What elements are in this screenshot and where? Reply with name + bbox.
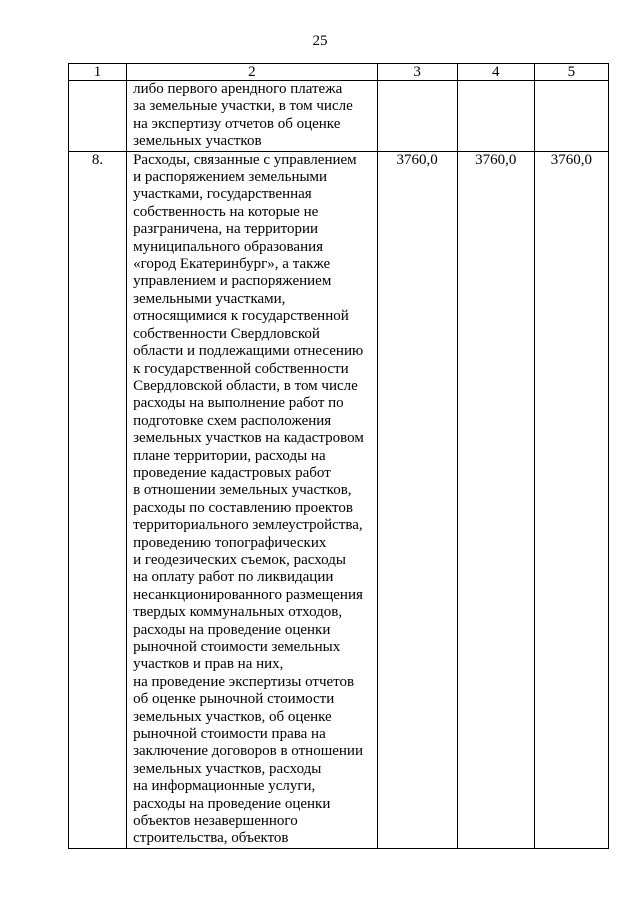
description-line: Расходы, связанные с управлением [133,151,357,168]
description-line: несанкционированного размещения [133,586,363,603]
description-line: за земельные участки, в том числе [133,98,353,115]
value-cell-col3: 3760,0 [377,151,457,848]
description-line: собственности Свердловской [133,325,320,342]
row-number-cell: 8. [69,151,127,848]
description-line: в отношении земельных участков, [133,482,352,499]
header-col-3: 3 [377,64,457,81]
page-number: 25 [312,33,328,49]
description-line: земельных участков [133,133,262,150]
value-cell-col3 [377,81,457,152]
description-cell [127,151,377,848]
description-line: Свердловской области, в том числе [133,377,358,394]
description-line: на проведение экспертизы отчетов [133,673,355,690]
description-line: на оплату работ по ликвидации [133,569,334,586]
description-line: плане территории, расходы на [133,447,326,464]
description-line: земельных участков, об оценке [133,708,332,725]
row-number-cell [69,81,127,152]
value-cell-col5: 3760,0 [534,151,608,848]
description-line: муниципального образования [133,238,324,255]
description-line: рыночной стоимости права на [133,726,326,743]
description-line: участков и прав на них, [133,656,284,673]
value-cell-col4: 3760,0 [457,151,534,848]
description-line: собственность на которые не [133,203,319,220]
description-line: к государственной собственности [133,360,349,377]
description-line: либо первого арендного платежа [133,81,343,97]
description-line: проведению топографических [133,534,327,551]
description-line: относящимися к государственной [133,308,349,325]
description-line: расходы на проведение оценки [133,795,331,812]
value-cell-col4 [457,81,534,152]
description-line: расходы по составлению проектов [133,499,353,516]
description-line: и распоряжением земельными [133,169,328,186]
description-line: области и подлежащими отнесению [133,343,364,360]
description-line: проведение кадастровых работ [133,464,331,481]
description-line: расходы на проведение оценки [133,621,331,638]
description-line: земельными участками, [133,290,286,307]
description-line: земельных участков на кадастровом [133,430,364,447]
description-line: расходы на выполнение работ по [133,395,344,412]
description-line: земельных участков, расходы [133,760,322,777]
description-line: на экспертизу отчетов об оценке [133,115,341,132]
description-line: твердых коммунальных отходов, [133,604,343,621]
header-col-5: 5 [534,64,608,81]
description-line: на информационные услуги, [133,778,316,795]
table-header-row [69,64,609,81]
budget-table [68,63,609,849]
description-line: и геодезических съемок, расходы [133,551,346,568]
description-line: подготовке схем расположения [133,412,332,429]
description-line: разграничена, на территории [133,221,319,238]
description-cell [127,81,377,152]
description-line: об оценке рыночной стоимости [133,691,335,708]
header-col-4: 4 [457,64,534,81]
description-line: территориального землеустройства, [133,517,363,534]
header-col-1: 1 [69,64,127,81]
description-line: строительства, объектов [133,830,289,847]
description-line: рыночной стоимости земельных [133,639,341,655]
description-line: управлением и распоряжением [133,273,332,290]
description-line: участками, государственная [133,186,312,203]
description-line: заключение договоров в отношении [133,743,363,760]
header-col-2: 2 [127,64,377,81]
table-row-8 [69,151,609,848]
value-cell-col5 [534,81,608,152]
table-row-continuation [69,81,609,152]
description-line: «город Екатеринбург», а также [133,256,331,273]
description-line: объектов незавершенного [133,813,298,830]
